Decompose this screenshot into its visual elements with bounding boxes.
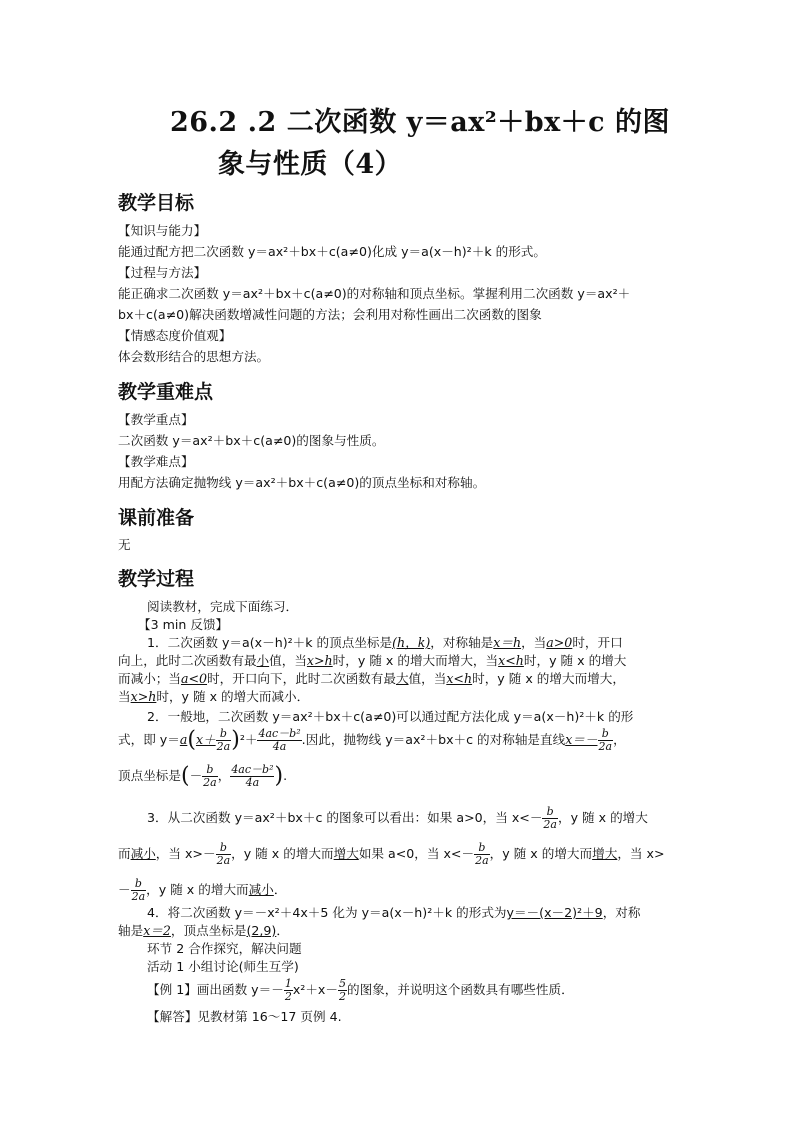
- difficulty-label: 【教学难点】: [118, 454, 194, 469]
- section-heading-process: 教学过程: [118, 568, 195, 590]
- focus-text: 二次函数 y＝ax²＋bx＋c(a≠0)的图象与性质。: [118, 433, 385, 448]
- answer-reference: 【解答】见教材第 16～17 页例 4.: [147, 1009, 342, 1024]
- answer-blank: 增大: [333, 846, 359, 861]
- fraction-b-over-2a: $\frac{b}{2a}$: [216, 727, 231, 753]
- answer-blank: x<h: [498, 653, 524, 668]
- emotion-text: 体会数形结合的思想方法。: [118, 349, 270, 364]
- process-method-text-1: 能正确求二次函数 y＝ax²＋bx＋c(a≠0)的对称轴和顶点坐标。掌握利用二次函数 y＝ax²＋: [118, 286, 631, 301]
- answer-blank: x>h: [130, 689, 157, 704]
- answer-blank: 减小: [248, 882, 274, 897]
- section-heading-goals: 教学目标: [118, 192, 195, 214]
- fraction-b-over-2a: $\frac{b}{2a}$: [216, 841, 231, 867]
- question-1-line-3: 而减小；当a<0时，开口向下，此时二次函数有最大值，当x<h时，y 随 x 的增大而增大，: [118, 671, 625, 686]
- activity-1-label: 活动 1 小组讨论(师生互学): [147, 959, 299, 974]
- knowledge-label: 【知识与能力】: [118, 223, 207, 238]
- fraction-b-over-2a: $\frac{b}{2a}$: [543, 805, 557, 831]
- example-1: 【例 1】画出函数 y＝－ $\frac{1}{2}$ x²＋x－ $\frac{5}{2}$ 的图象，并说明这个函数具有哪些性质．: [147, 977, 574, 1003]
- answer-blank: x<h: [446, 671, 473, 686]
- preparation-text: 无: [118, 537, 131, 552]
- question-2-line-3: 顶点坐标是(－ $\frac{b}{2a}$ ， $\frac{\text{4ac－b²}}{4a}$ ).: [118, 763, 288, 789]
- answer-blank: 增大: [592, 846, 618, 861]
- fraction-b-over-2a: $\frac{b}{2a}$: [598, 727, 613, 753]
- fraction-b-over-2a: $\frac{b}{2a}$: [203, 763, 217, 789]
- answer-blank: (h，k): [392, 635, 431, 650]
- fraction-4ac-b2-over-4a: $\frac{\text{4ac－b²}}{4a}$: [258, 727, 301, 753]
- difficulty-text: 用配方法确定抛物线 y＝ax²＋bx＋c(a≠0)的顶点坐标和对称轴。: [118, 475, 486, 490]
- process-feedback-label: 【3 min 反馈】: [138, 617, 229, 632]
- answer-blank: (2,9): [246, 923, 277, 938]
- answer-blank: a>0: [546, 635, 573, 650]
- emotion-label: 【情感态度价值观】: [118, 328, 232, 343]
- question-3-line-3: － $\frac{b}{2a}$ ，y 随 x 的增大而减小．: [118, 877, 287, 903]
- question-4-line-1: 4．将二次函数 y＝－x²＋4x＋5 化为 y＝a(x－h)²＋k 的形式为y＝－(x－2)²＋9，对称: [147, 905, 641, 920]
- answer-blank: a<0: [180, 671, 208, 686]
- fraction-4ac-b2-over-4a: $\frac{\text{4ac－b²}}{4a}$: [231, 763, 274, 789]
- answer-blank: y＝－(x－2)²＋9: [506, 905, 603, 920]
- page-title-line-2: 象与性质（4）: [217, 149, 403, 180]
- question-4-line-2: 轴是x＝2，顶点坐标是(2,9)．: [118, 923, 289, 938]
- question-2-line-1: 2．一般地，二次函数 y＝ax²＋bx＋c(a≠0)可以通过配方法化成 y＝a(x－h)²＋k 的形: [147, 709, 634, 724]
- process-method-label: 【过程与方法】: [118, 265, 207, 280]
- page-title-line-1: 26.2 .2 二次函数 y＝ax²＋bx＋c 的图: [169, 107, 671, 138]
- question-2-line-2: 式，即 y＝a(x＋ $\frac{b}{2a}$ )²＋ $\frac{\text{4ac－b²}}{4a}$ .因此，抛物线 y＝ax²＋bx＋c 的对称轴是直线x＝－ $\frac{b}{2a}$ ，: [118, 727, 626, 753]
- step-2-label: 环节 2 合作探究，解决问题: [147, 941, 302, 956]
- question-1-line-1: 1．二次函数 y＝a(x－h)²＋k 的顶点坐标是(h，k)，对称轴是x＝h，当a>0时，开口: [147, 635, 623, 650]
- question-1-line-2: 向上，此时二次函数有最小值，当x>h时，y 随 x 的增大而增大，当x<h时，y 随 x 的增大: [118, 653, 627, 668]
- knowledge-text: 能通过配方把二次函数 y＝ax²＋bx＋c(a≠0)化成 y＝a(x－h)²＋k 的形式。: [118, 244, 546, 259]
- section-heading-preparation: 课前准备: [118, 507, 195, 529]
- process-method-text-2: bx＋c(a≠0)解决函数增减性问题的方法；会利用对称性画出二次函数的图象: [118, 307, 542, 322]
- fraction-b-over-2a: $\frac{b}{2a}$: [131, 877, 146, 903]
- answer-blank: x>h: [306, 653, 333, 668]
- section-heading-key-points: 教学重难点: [118, 381, 214, 403]
- process-intro: 阅读教材，完成下面练习．: [147, 599, 299, 614]
- focus-label: 【教学重点】: [118, 412, 194, 427]
- fraction-b-over-2a: $\frac{b}{2a}$: [475, 841, 489, 867]
- fraction-1-over-2: $\frac{1}{2}$: [284, 977, 292, 1003]
- answer-blank: 小: [256, 653, 270, 668]
- answer-blank: x＝h: [493, 635, 522, 650]
- question-3-line-2: 而减小，当 x>－ $\frac{b}{2a}$ ，y 随 x 的增大而增大如果 a<0，当 x<－ $\frac{b}{2a}$ ，y 随 x 的增大而增大，当 x>: [118, 841, 665, 867]
- question-3-line-1: 3．从二次函数 y＝ax²＋bx＋c 的图象可以看出：如果 a>0，当 x<－ $\frac{b}{2a}$ ，y 随 x 的增大: [147, 805, 648, 831]
- answer-blank: x＝－: [565, 732, 598, 747]
- question-1-line-4: 当x>h时，y 随 x 的增大而减小．: [118, 689, 310, 704]
- answer-blank: x＝2: [143, 923, 171, 938]
- answer-blank: 大: [395, 671, 409, 686]
- fraction-5-over-2: $\frac{5}{2}$: [338, 977, 346, 1003]
- answer-blank: 减小: [130, 846, 156, 861]
